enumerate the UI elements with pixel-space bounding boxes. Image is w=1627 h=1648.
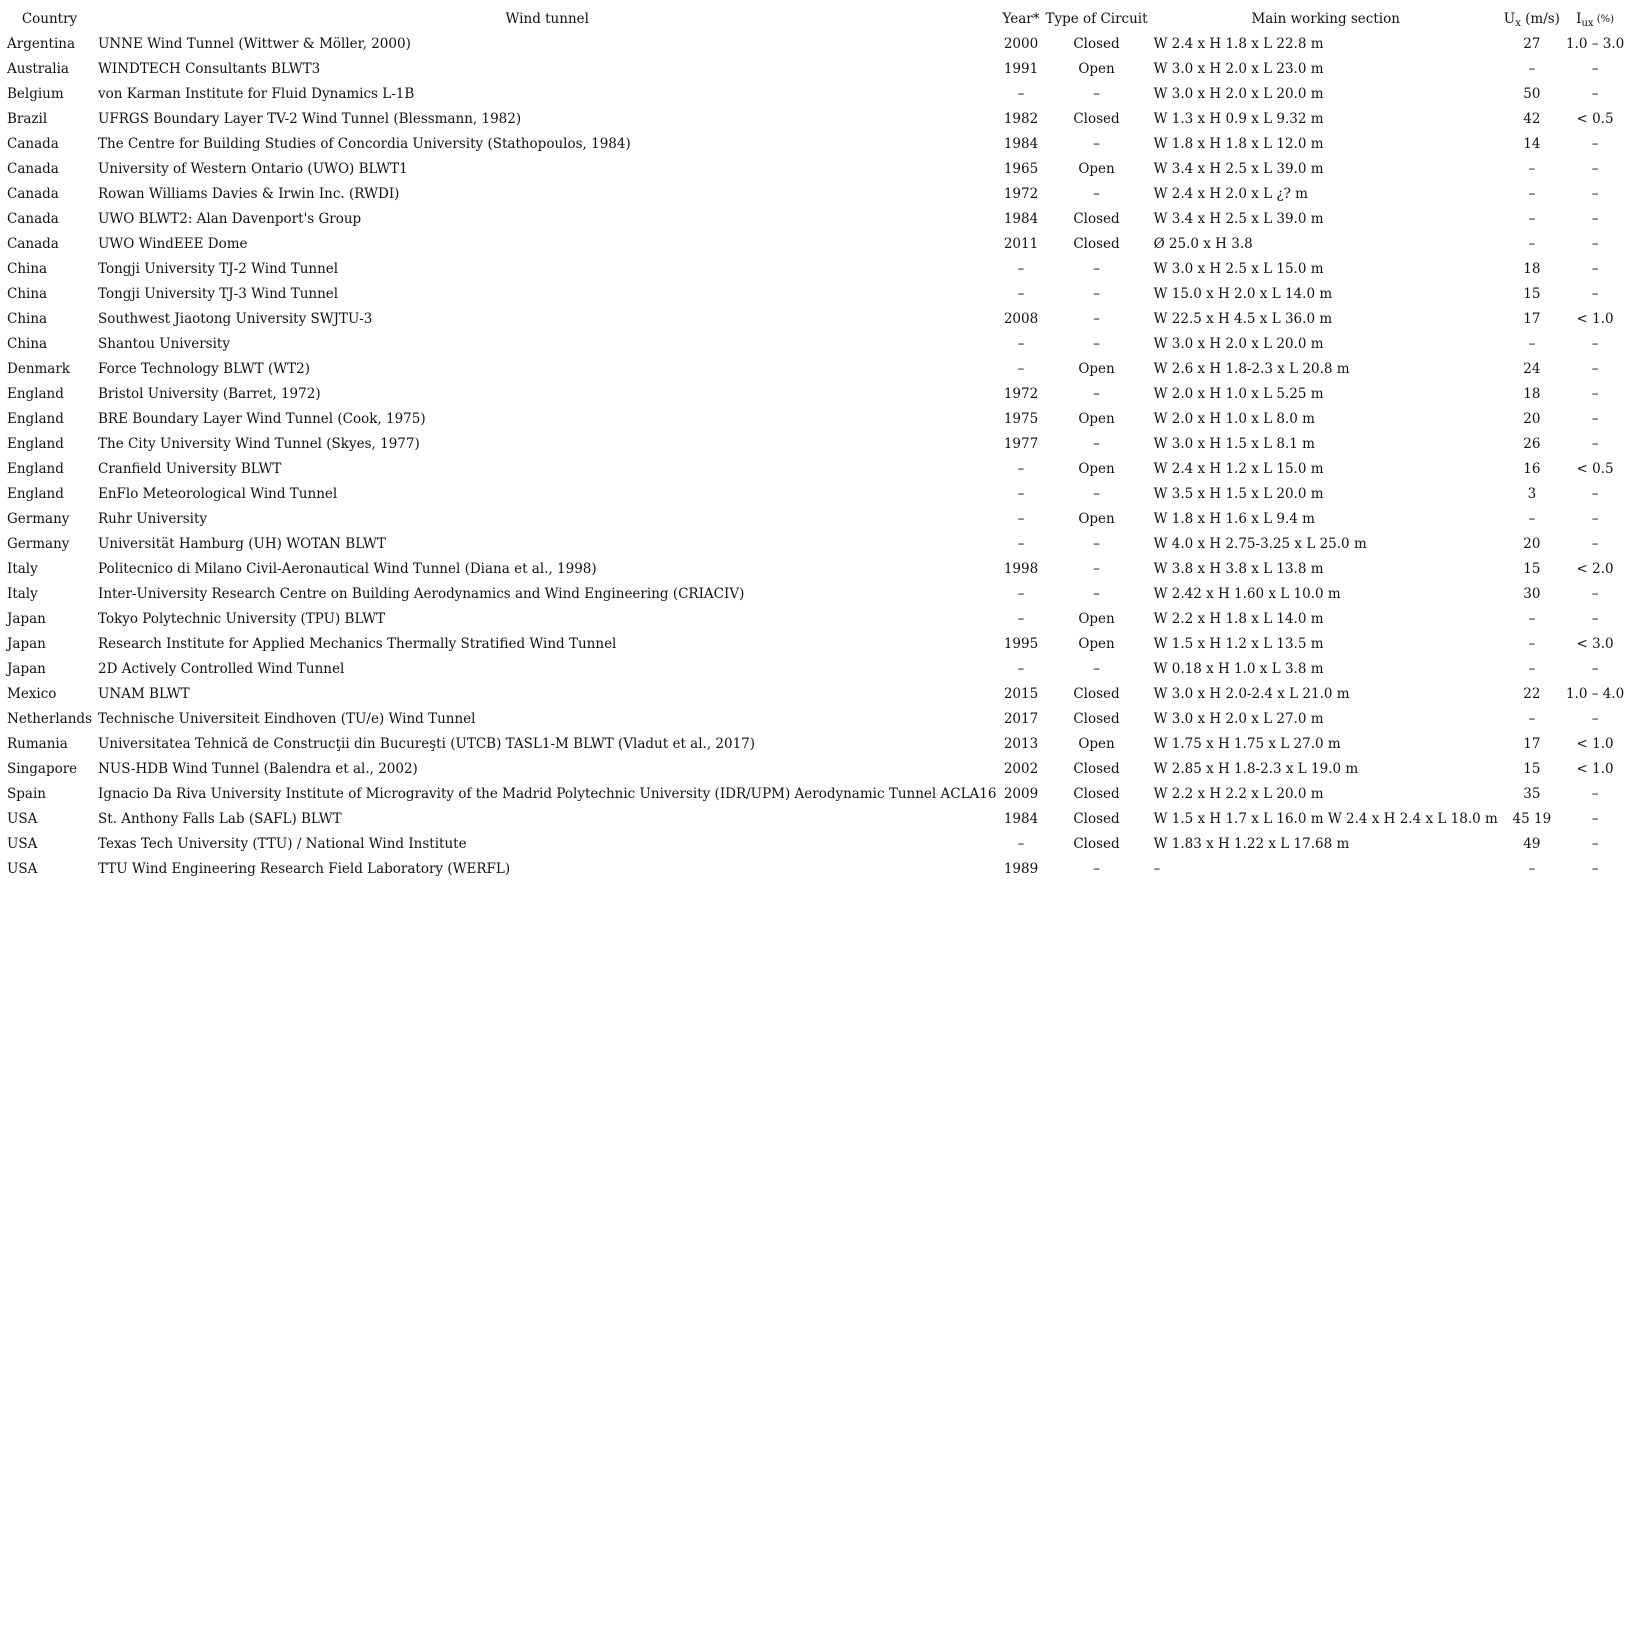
cell-country: Canada [7,235,59,252]
cell-country: Spain [7,785,46,802]
cell-year: 1977 [1003,435,1039,452]
cell-wind-tunnel: Ruhr University [98,510,208,527]
cell-circuit-type: Closed [1073,110,1120,127]
cell-country: China [7,285,48,302]
cell-year: – [1017,835,1025,852]
cell-ux: 35 [1523,785,1541,802]
table-row [4,132,1627,157]
table-row [4,107,1627,132]
cell-country: Italy [7,585,38,602]
cell-country: China [7,335,48,352]
cell-country: Singapore [7,760,78,777]
cell-wind-tunnel: Technische Universiteit Eindhoven (TU/e) Wind Tunnel [98,710,476,727]
cell-year: 1984 [1003,135,1039,152]
cell-year: – [1017,610,1025,627]
cell-country: Australia [7,60,69,77]
cell-iux: < 1.0 [1576,735,1614,752]
table-row [4,307,1627,332]
cell-working-section: W 1.5 x H 1.7 x L 16.0 m W 2.4 x H 2.4 x L 18.0 m [1153,810,1498,827]
cell-year: 2009 [1003,785,1039,802]
cell-iux: – [1591,135,1599,152]
cell-iux: – [1591,160,1599,177]
cell-wind-tunnel: WINDTECH Consultants BLWT3 [98,60,321,77]
cell-ux: 16 [1523,460,1541,477]
cell-ux: – [1528,860,1536,877]
cell-year: 2017 [1003,710,1039,727]
table-row [4,732,1627,757]
cell-iux: – [1591,60,1599,77]
cell-working-section: W 1.3 x H 0.9 x L 9.32 m [1153,110,1324,127]
table-row [4,32,1627,57]
table-row [4,832,1627,857]
cell-ux: 15 [1523,285,1541,302]
table-row [4,457,1627,482]
cell-ux: 50 [1523,85,1541,102]
table-row [4,432,1627,457]
cell-circuit-type: – [1093,185,1100,202]
cell-circuit-type: Closed [1073,760,1120,777]
cell-iux: – [1591,260,1599,277]
cell-working-section: W 3.0 x H 2.0 x L 20.0 m [1153,85,1324,102]
cell-wind-tunnel: Rowan Williams Davies & Irwin Inc. (RWDI) [98,185,400,202]
table-body [4,32,1627,882]
cell-working-section: W 2.6 x H 1.8-2.3 x L 20.8 m [1153,360,1350,377]
cell-wind-tunnel: Tokyo Polytechnic University (TPU) BLWT [98,610,386,627]
cell-year: 1989 [1003,860,1039,877]
cell-circuit-type: Open [1078,160,1115,177]
cell-year: 1995 [1003,635,1039,652]
table-row [4,557,1627,582]
cell-wind-tunnel: Research Institute for Applied Mechanics Thermally Stratified Wind Tunnel [98,635,617,652]
cell-working-section: W 22.5 x H 4.5 x L 36.0 m [1153,310,1333,327]
cell-ux: – [1528,510,1536,527]
cell-working-section: W 3.5 x H 1.5 x L 20.0 m [1153,485,1324,502]
cell-circuit-type: Closed [1073,785,1120,802]
cell-working-section: W 1.8 x H 1.6 x L 9.4 m [1153,510,1315,527]
table-row [4,632,1627,657]
cell-ux: 20 [1523,410,1541,427]
cell-wind-tunnel: NUS-HDB Wind Tunnel (Balendra et al., 2002) [98,760,418,777]
wind-tunnel-table [4,8,1627,882]
cell-working-section: W 3.0 x H 2.0 x L 27.0 m [1153,710,1324,727]
header-ux [1501,8,1563,32]
cell-wind-tunnel: UNNE Wind Tunnel (Wittwer & Möller, 2000) [98,35,411,52]
table-row [4,207,1627,232]
cell-ux: 30 [1523,585,1541,602]
cell-iux: – [1591,510,1599,527]
cell-country: USA [7,810,38,827]
cell-circuit-type: Open [1078,635,1115,652]
table-row [4,607,1627,632]
cell-wind-tunnel: Force Technology BLWT (WT2) [98,360,310,377]
cell-ux: 17 [1523,310,1541,327]
header-iux [1563,8,1627,32]
cell-working-section: W 3.4 x H 2.5 x L 39.0 m [1153,210,1324,227]
cell-circuit-type: – [1093,660,1100,677]
cell-iux: – [1591,360,1599,377]
cell-ux: 22 [1523,685,1541,702]
cell-ux: – [1528,185,1536,202]
cell-ux: – [1528,60,1536,77]
cell-year: 1984 [1003,210,1039,227]
cell-circuit-type: Closed [1073,35,1120,52]
cell-iux: – [1591,835,1599,852]
cell-wind-tunnel: Cranfield University BLWT [98,460,282,477]
table-row [4,657,1627,682]
header-ux-unit: (m/s) [1520,11,1560,28]
cell-circuit-type: – [1093,585,1100,602]
header-iux-sub: ux [1581,18,1594,30]
cell-ux: – [1528,635,1536,652]
cell-circuit-type: – [1093,310,1100,327]
cell-wind-tunnel: Tongji University TJ-2 Wind Tunnel [98,260,339,277]
cell-country: Canada [7,185,59,202]
cell-circuit-type: Open [1078,460,1115,477]
cell-iux: – [1591,410,1599,427]
cell-year: 1972 [1003,185,1039,202]
cell-ux: – [1528,660,1536,677]
cell-year: 2002 [1003,760,1039,777]
cell-iux: – [1591,185,1599,202]
cell-wind-tunnel: Bristol University (Barret, 1972) [98,385,321,402]
header-country: Country [21,11,78,28]
cell-working-section: W 2.42 x H 1.60 x L 10.0 m [1153,585,1341,602]
cell-working-section: W 3.0 x H 2.0-2.4 x L 21.0 m [1153,685,1350,702]
cell-iux: – [1591,285,1599,302]
cell-working-section: W 3.0 x H 1.5 x L 8.1 m [1153,435,1315,452]
cell-wind-tunnel: von Karman Institute for Fluid Dynamics L-1B [98,85,415,102]
cell-circuit-type: – [1093,860,1100,877]
table-row [4,282,1627,307]
cell-circuit-type: – [1093,260,1100,277]
cell-country: USA [7,860,38,877]
cell-country: Argentina [7,35,76,52]
cell-circuit-type: Open [1078,510,1115,527]
cell-ux: 26 [1523,435,1541,452]
cell-year: 2008 [1003,310,1039,327]
cell-circuit-type: Open [1078,360,1115,377]
table-row [4,707,1627,732]
cell-wind-tunnel: Shantou University [98,335,230,352]
cell-country: England [7,485,64,502]
cell-iux: < 1.0 [1576,310,1614,327]
cell-iux: – [1591,710,1599,727]
cell-iux: – [1591,485,1599,502]
cell-circuit-type: Closed [1073,835,1120,852]
cell-year: – [1017,510,1025,527]
cell-working-section: W 0.18 x H 1.0 x L 3.8 m [1153,660,1324,677]
table-row [4,82,1627,107]
cell-wind-tunnel: The City University Wind Tunnel (Skyes, 1977) [98,435,420,452]
cell-circuit-type: Closed [1073,210,1120,227]
cell-ux: 3 [1527,485,1537,502]
cell-working-section: W 2.0 x H 1.0 x L 5.25 m [1153,385,1324,402]
cell-iux: – [1591,585,1599,602]
cell-country: Italy [7,560,38,577]
cell-circuit-type: Closed [1073,235,1120,252]
cell-iux: – [1591,785,1599,802]
cell-iux: – [1591,660,1599,677]
cell-wind-tunnel: UWO BLWT2: Alan Davenport's Group [98,210,362,227]
cell-iux: – [1591,610,1599,627]
cell-iux: – [1591,210,1599,227]
table-row [4,357,1627,382]
cell-working-section: W 3.0 x H 2.0 x L 20.0 m [1153,335,1324,352]
cell-year: – [1017,485,1025,502]
cell-iux: 1.0 – 4.0 [1565,685,1625,702]
cell-circuit-type: – [1093,85,1100,102]
cell-wind-tunnel: Southwest Jiaotong University SWJTU-3 [98,310,373,327]
cell-country: Japan [7,660,46,677]
cell-ux: 24 [1523,360,1541,377]
table-row [4,57,1627,82]
cell-iux: – [1591,810,1599,827]
cell-working-section: W 15.0 x H 2.0 x L 14.0 m [1153,285,1333,302]
cell-ux: 45 19 [1512,810,1552,827]
cell-circuit-type: – [1093,485,1100,502]
cell-wind-tunnel: UNAM BLWT [98,685,190,702]
header-working-section: Main working section [1251,11,1400,28]
table-row [4,582,1627,607]
cell-ux: 18 [1523,385,1541,402]
cell-iux: – [1591,235,1599,252]
table-row [4,382,1627,407]
cell-wind-tunnel: University of Western Ontario (UWO) BLWT1 [98,160,408,177]
cell-year: 1975 [1003,410,1039,427]
cell-iux: < 0.5 [1576,460,1614,477]
cell-working-section: W 2.2 x H 1.8 x L 14.0 m [1153,610,1324,627]
cell-year: 2011 [1003,235,1039,252]
cell-year: – [1017,660,1025,677]
cell-wind-tunnel: Tongji University TJ-3 Wind Tunnel [98,285,339,302]
cell-working-section: W 2.4 x H 1.8 x L 22.8 m [1153,35,1324,52]
cell-year: – [1017,335,1025,352]
cell-country: Germany [7,535,70,552]
cell-circuit-type: – [1093,335,1100,352]
cell-ux: – [1528,710,1536,727]
cell-wind-tunnel: St. Anthony Falls Lab (SAFL) BLWT [98,810,342,827]
table-row [4,332,1627,357]
cell-wind-tunnel: Inter-University Research Centre on Building Aerodynamics and Wind Engineering (CRIACIV) [98,585,745,602]
cell-year: – [1017,535,1025,552]
cell-working-section: W 1.83 x H 1.22 x L 17.68 m [1153,835,1350,852]
cell-country: Japan [7,610,46,627]
cell-ux: 17 [1523,735,1541,752]
cell-ux: 49 [1523,835,1541,852]
cell-wind-tunnel: Universitatea Tehnică de Construcţii din Bucureşti (UTCB) TASL1-M BLWT (Vladut et al., 2017) [98,735,756,752]
cell-year: 1965 [1003,160,1039,177]
cell-ux: – [1528,235,1536,252]
cell-circuit-type: Closed [1073,810,1120,827]
table-row [4,857,1627,882]
header-circuit-type: Type of Circuit [1045,11,1148,28]
cell-circuit-type: – [1093,560,1100,577]
cell-working-section: W 3.0 x H 2.0 x L 23.0 m [1153,60,1324,77]
header-ux-main: U [1503,11,1516,28]
cell-circuit-type: Open [1078,410,1115,427]
cell-country: Canada [7,160,59,177]
header-ux-sub: x [1515,18,1521,30]
cell-ux: 15 [1523,560,1541,577]
header-year: Year* [1002,11,1040,28]
table-row [4,532,1627,557]
cell-ux: – [1528,610,1536,627]
cell-year: – [1017,260,1025,277]
cell-country: Brazil [7,110,48,127]
cell-wind-tunnel: 2D Actively Controlled Wind Tunnel [98,660,345,677]
cell-year: 2000 [1003,35,1039,52]
cell-working-section: W 1.75 x H 1.75 x L 27.0 m [1153,735,1341,752]
cell-working-section: W 2.0 x H 1.0 x L 8.0 m [1153,410,1315,427]
cell-wind-tunnel: Texas Tech University (TTU) / National Wind Institute [98,835,467,852]
cell-country: England [7,460,64,477]
table-row [4,157,1627,182]
cell-country: Germany [7,510,70,527]
cell-working-section: – [1153,860,1161,877]
header-iux-unit: (%) [1593,14,1615,26]
cell-working-section: W 4.0 x H 2.75-3.25 x L 25.0 m [1153,535,1367,552]
header-wind-tunnel: Wind tunnel [505,11,589,28]
cell-year: 2015 [1003,685,1039,702]
cell-iux: – [1591,435,1599,452]
table-row [4,807,1627,832]
cell-year: – [1017,460,1025,477]
table-row [4,682,1627,707]
cell-ux: – [1528,335,1536,352]
cell-iux: < 2.0 [1576,560,1614,577]
cell-wind-tunnel: UWO WindEEE Dome [98,235,248,252]
cell-wind-tunnel: Universität Hamburg (UH) WOTAN BLWT [98,535,386,552]
cell-year: 1972 [1003,385,1039,402]
cell-country: England [7,435,64,452]
cell-iux: < 1.0 [1576,760,1614,777]
cell-ux: 42 [1523,110,1541,127]
cell-wind-tunnel: EnFlo Meteorological Wind Tunnel [98,485,338,502]
table-row [4,482,1627,507]
cell-circuit-type: Open [1078,610,1115,627]
header-row [4,8,1627,32]
table-row [4,407,1627,432]
cell-country: Canada [7,210,59,227]
cell-working-section: W 2.4 x H 1.2 x L 15.0 m [1153,460,1324,477]
cell-ux: 20 [1523,535,1541,552]
cell-country: Netherlands [7,710,92,727]
cell-country: England [7,410,64,427]
cell-circuit-type: – [1093,285,1100,302]
cell-wind-tunnel: The Centre for Building Studies of Concordia University (Stathopoulos, 1984) [98,135,631,152]
cell-wind-tunnel: BRE Boundary Layer Wind Tunnel (Cook, 1975) [98,410,426,427]
table-row [4,507,1627,532]
cell-iux: – [1591,385,1599,402]
cell-circuit-type: Closed [1073,710,1120,727]
cell-year: 1998 [1003,560,1039,577]
cell-country: England [7,385,64,402]
cell-working-section: W 3.0 x H 2.5 x L 15.0 m [1153,260,1324,277]
cell-country: Rumania [7,735,68,752]
cell-iux: – [1591,860,1599,877]
cell-year: – [1017,85,1025,102]
cell-circuit-type: – [1093,435,1100,452]
cell-working-section: W 2.4 x H 2.0 x L ¿? m [1153,185,1308,202]
cell-circuit-type: Closed [1073,685,1120,702]
cell-circuit-type: – [1093,385,1100,402]
cell-working-section: W 2.85 x H 1.8-2.3 x L 19.0 m [1153,760,1359,777]
header-iux-main: I [1576,11,1582,28]
cell-ux: 27 [1523,35,1541,52]
cell-working-section: W 2.2 x H 2.2 x L 20.0 m [1153,785,1324,802]
cell-circuit-type: Open [1078,60,1115,77]
cell-wind-tunnel: UFRGS Boundary Layer TV-2 Wind Tunnel (Blessmann, 1982) [98,110,522,127]
cell-year: 2013 [1003,735,1039,752]
cell-country: China [7,310,48,327]
table-row [4,257,1627,282]
cell-iux: – [1591,85,1599,102]
cell-working-section: W 1.8 x H 1.8 x L 12.0 m [1153,135,1324,152]
cell-year: 1984 [1003,810,1039,827]
cell-ux: 15 [1523,760,1541,777]
cell-ux: 14 [1523,135,1541,152]
cell-country: Belgium [7,85,64,102]
cell-year: – [1017,285,1025,302]
cell-iux: 1.0 – 3.0 [1565,35,1625,52]
cell-country: Canada [7,135,59,152]
cell-country: USA [7,835,38,852]
cell-working-section: W 3.8 x H 3.8 x L 13.8 m [1153,560,1324,577]
cell-circuit-type: Open [1078,735,1115,752]
cell-iux: – [1591,535,1599,552]
table-header [4,8,1627,32]
cell-year: 1982 [1003,110,1039,127]
cell-country: China [7,260,48,277]
cell-ux: 18 [1523,260,1541,277]
cell-wind-tunnel: Ignacio Da Riva University Institute of Microgravity of the Madrid Polytechnic University (IDR/UPM) Aerodynamic Tunnel ACLA16 [98,785,997,802]
cell-wind-tunnel: TTU Wind Engineering Research Field Laboratory (WERFL) [98,860,511,877]
table-row [4,757,1627,782]
cell-iux: – [1591,335,1599,352]
table-row [4,182,1627,207]
table-row [4,782,1627,807]
table-row [4,232,1627,257]
cell-working-section: W 3.4 x H 2.5 x L 39.0 m [1153,160,1324,177]
cell-wind-tunnel: Politecnico di Milano Civil-Aeronautical Wind Tunnel (Diana et al., 1998) [98,560,597,577]
cell-iux: < 3.0 [1576,635,1614,652]
cell-year: – [1017,585,1025,602]
cell-year: 1991 [1003,60,1039,77]
cell-country: Mexico [7,685,57,702]
cell-ux: – [1528,210,1536,227]
cell-circuit-type: – [1093,535,1100,552]
cell-country: Denmark [7,360,70,377]
cell-working-section: W 1.5 x H 1.2 x L 13.5 m [1153,635,1324,652]
cell-ux: – [1528,160,1536,177]
cell-circuit-type: – [1093,135,1100,152]
cell-working-section: Ø 25.0 x H 3.8 [1153,235,1253,252]
cell-country: Japan [7,635,46,652]
cell-iux: < 0.5 [1576,110,1614,127]
cell-year: – [1017,360,1025,377]
